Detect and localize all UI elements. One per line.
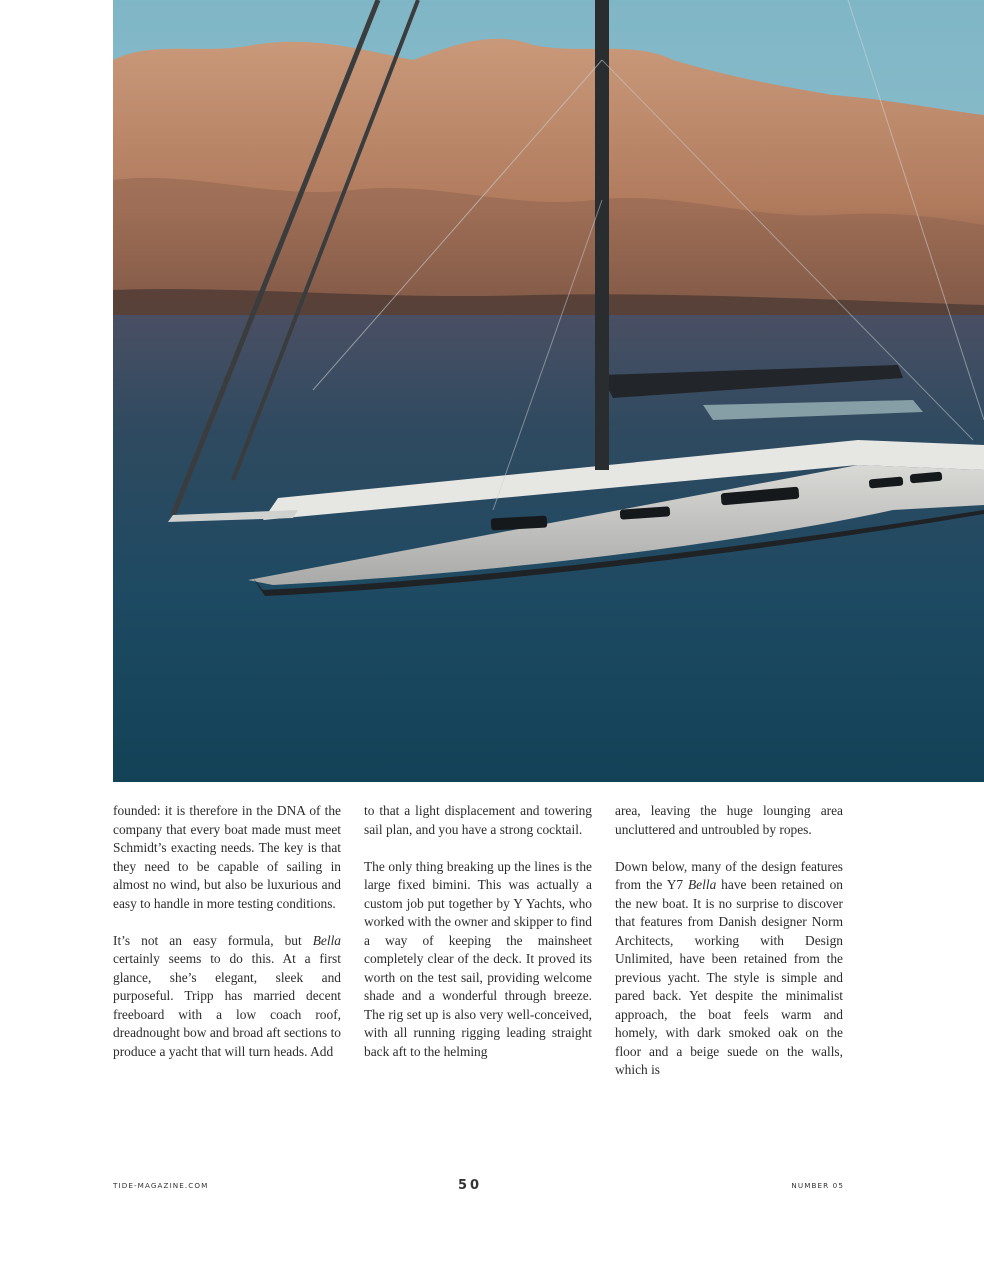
article-paragraph: to that a light displacement and towering sail plan, and you have a strong cocktail. — [364, 803, 592, 837]
article-paragraph: Down below, many of the design features from the Y7 Bella have been retained on the new boat. It is no surprise to discover that features from Danish designer Norm Architects, working with Design Unlimited, have been retained from the previous yacht. The style is simple and pared back. Yet despite the minimalist approach, the boat feels warm and homely, with dark smoked oak on the floor and a beige suede on the walls, which is — [615, 858, 843, 1077]
article-column-3 — [615, 802, 843, 1098]
footer-page-number: 50 — [457, 1178, 483, 1193]
article-column-2 — [364, 802, 592, 1080]
yacht-name-italic: Bella — [688, 877, 717, 892]
article-paragraph: founded: it is therefore in the DNA of the company that every boat made must meet Schmidt’s exacting needs. The key is that they need to be capable of sailing in almost no wind, but also be luxurious and easy to handle in more testing conditions. — [113, 803, 341, 911]
hero-photo-sailing-yacht — [113, 0, 984, 782]
footer-issue-number: NUMBER 05 — [791, 1181, 844, 1190]
article-column-1 — [113, 802, 341, 1080]
article-paragraph: It’s not an easy formula, but Bella certainly seems to do this. At a first glance, she’s elegant, sleek and purposeful. Tripp has married decent freeboard with a low coach roof, dreadnought bow and broad aft sections to produce a yacht that will turn heads. Add — [113, 932, 341, 1059]
article-paragraph: The only thing breaking up the lines is the large fixed bimini. This was actually a custom job put together by Y Yachts, who worked with the owner and skipper to find a way of keeping the mainsheet completely clear of the deck. It proved its worth on the test sail, providing welcome shade and a wonderful through breeze. The rig set up is also very well-conceived, with all running rigging leading straight back aft to the helming — [364, 858, 592, 1059]
article-paragraph: area, leaving the huge lounging area uncluttered and untroubled by ropes. — [615, 803, 843, 837]
footer-website: TIDE-MAGAZINE.COM — [113, 1181, 209, 1190]
yacht-name-italic: Bella — [312, 932, 341, 948]
